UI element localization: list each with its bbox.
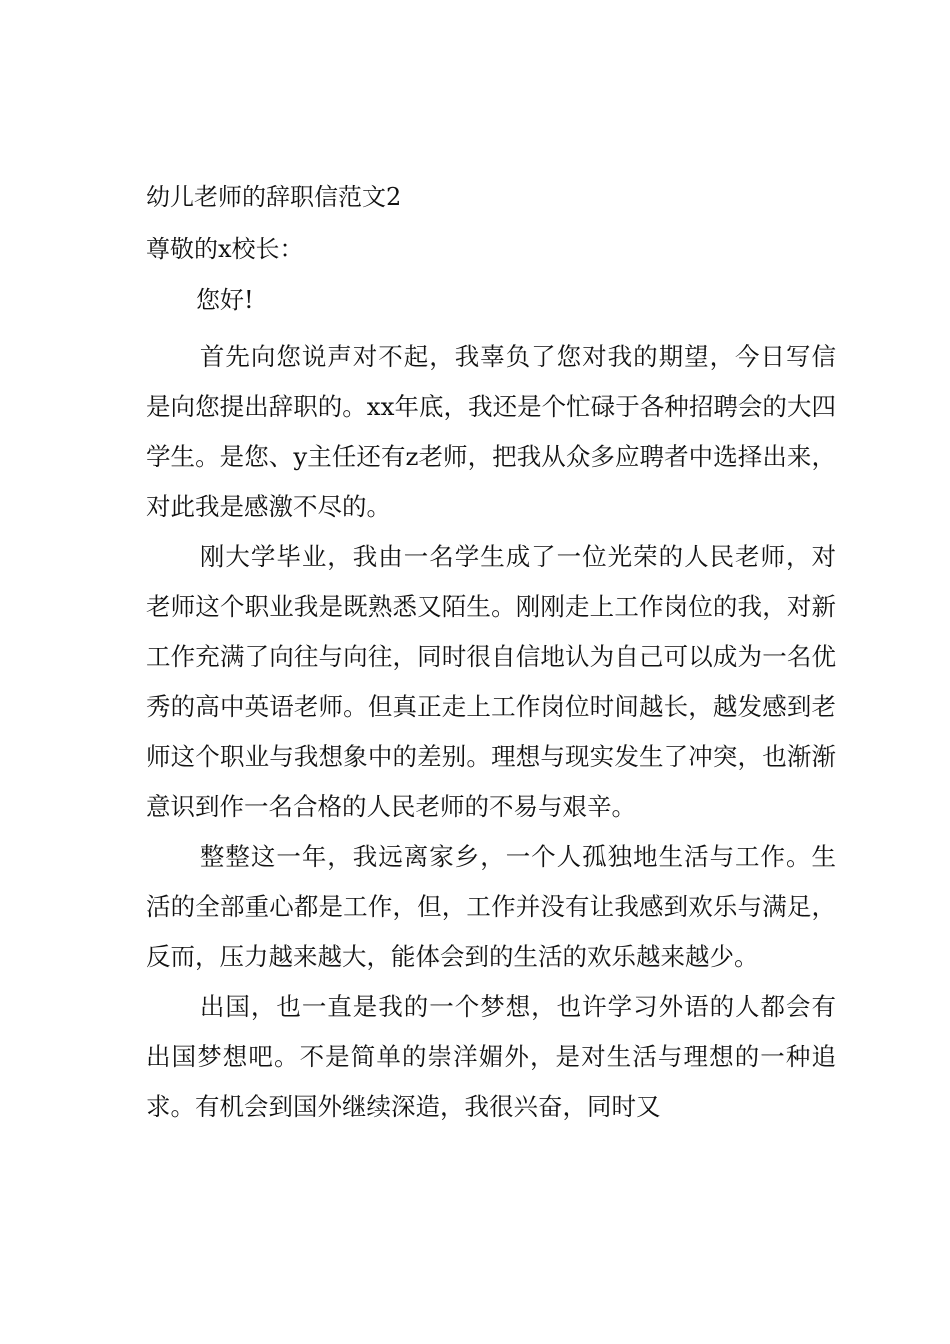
greeting: 您好! xyxy=(196,286,254,314)
paragraph-year-alone: 整整这一年，我远离家乡，一个人孤独地生活与工作。生活的全部重心都是工作，但，工作并没有让我感到欢乐与满足，反而，压力越来越大，能体会到的生活的欢乐越来越少。 xyxy=(146,842,836,971)
paragraph-teaching-experience: 刚大学毕业，我由一名学生成了一位光荣的人民老师，对老师这个职业我是既熟悉又陌生。刚刚走上工作岗位的我，对新工作充满了向往与向往，同时很自信地认为自己可以成为一名优秀的高中英语老师。但真正走上工作岗位时间越长，越发感到老师这个职业与我想象中的差别。理想与现实发生了冲突，也渐渐意识到作一名合格的人民老师的不易与艰辛。 xyxy=(146,542,836,821)
paragraph-study-abroad: 出国，也一直是我的一个梦想，也许学习外语的人都会有出国梦想吧。不是简单的崇洋媚外，是对生活与理想的一种追求。有机会到国外继续深造，我很兴奋，同时又 xyxy=(146,992,836,1121)
document-title: 幼儿老师的辞职信范文2 xyxy=(146,183,402,211)
salutation: 尊敬的x校长： xyxy=(146,235,304,263)
paragraph-apology: 首先向您说声对不起，我辜负了您对我的期望，今日写信是向您提出辞职的。xx年底，我还是个忙碌于各种招聘会的大四学生。是您、y主任还有z老师，把我从众多应聘者中选择出来，对此我是感激不尽的。 xyxy=(146,342,836,521)
letter-body xyxy=(146,332,836,1132)
